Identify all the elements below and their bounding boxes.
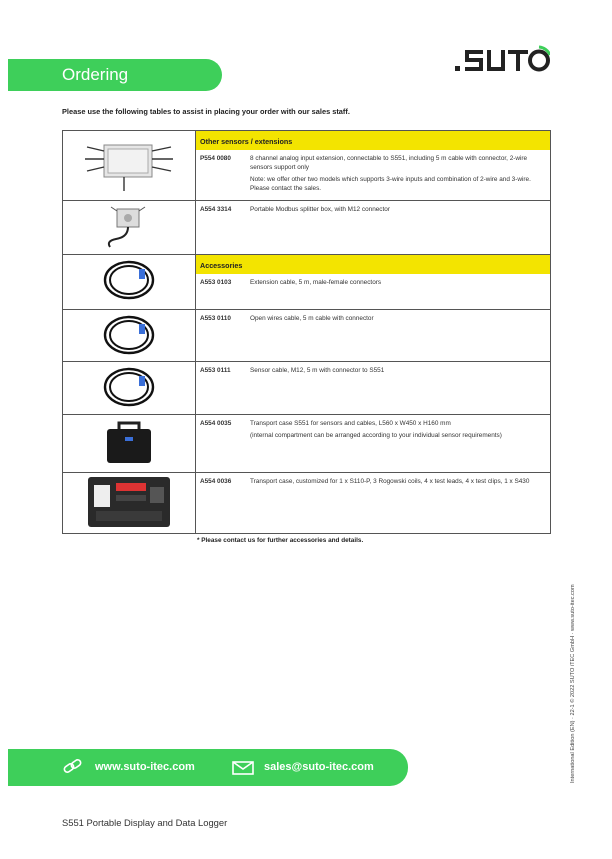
list-item <box>196 310 550 327</box>
product-image-cell <box>63 310 196 362</box>
product-image-cell <box>63 415 196 473</box>
cable-image <box>99 255 159 305</box>
item-description-text: Transport case S551 for sensors and cables, L560 x W450 x H160 mm <box>250 420 451 427</box>
edition-label: International Edition (EN) · 22-1 © 2022 SUTO iTEC GmbH · www.suto-itec.com <box>570 584 576 783</box>
product-info-cell <box>196 310 551 362</box>
intro-text: Please use the following tables to assist in placing your order with our sales staff. <box>62 107 350 116</box>
table-row <box>63 201 551 255</box>
product-info-cell <box>196 362 551 415</box>
item-description: Extension cable, 5 m, male-female connectors <box>250 279 382 286</box>
table-row <box>63 415 551 473</box>
item-note: (internal compartment can be arranged according to your individual sensor requirements) <box>250 432 502 439</box>
order-table <box>62 130 551 534</box>
product-info-cell <box>196 415 551 473</box>
transport-case-image <box>99 415 159 469</box>
item-description: Open wires cable, 5 m cable with connector <box>250 315 374 322</box>
table-row <box>63 310 551 362</box>
list-item <box>196 362 550 379</box>
list-item <box>196 274 550 291</box>
item-description <box>250 419 502 443</box>
product-image-cell <box>63 362 196 415</box>
item-code: A553 0103 <box>200 279 232 286</box>
email-link[interactable]: sales@suto-itec.com <box>264 761 374 773</box>
item-description: Portable Modbus splitter box, with M12 connector <box>250 206 390 213</box>
table-row <box>63 131 551 201</box>
modbus-splitter-image <box>99 201 159 251</box>
product-info-cell <box>196 201 551 255</box>
cable-image <box>99 310 159 360</box>
item-code: A554 0035 <box>200 420 232 427</box>
product-image-cell <box>63 473 196 534</box>
table-row <box>63 362 551 415</box>
product-image-cell <box>63 131 196 201</box>
item-code: P554 0080 <box>200 155 231 162</box>
table-row <box>63 473 551 534</box>
list-item <box>196 150 550 200</box>
website-link[interactable]: www.suto-itec.com <box>95 761 195 773</box>
side-edition-text <box>568 545 578 785</box>
list-item <box>196 473 550 490</box>
page-title: Ordering <box>62 65 129 84</box>
product-image-cell <box>63 201 196 255</box>
document-name: S551 Portable Display and Data Logger <box>62 817 228 828</box>
item-code: A553 0110 <box>200 315 231 322</box>
open-case-image <box>84 473 174 531</box>
item-description-text: 8 channel analog input extension, connectable to S551, including 5 m cable with connector, 2-wire sensors support only <box>250 155 528 171</box>
section-header-accessories: Accessories <box>196 255 550 274</box>
list-item <box>196 201 550 218</box>
item-code: A554 3314 <box>200 206 232 213</box>
list-item <box>196 415 550 447</box>
item-description: Sensor cable, M12, 5 m with connector to S551 <box>250 367 385 374</box>
product-image-cell <box>63 255 196 310</box>
item-code: A554 0036 <box>200 478 232 485</box>
header-bar <box>8 59 222 91</box>
footer-bar <box>8 749 408 786</box>
item-code: A553 0111 <box>200 367 231 374</box>
cable-image <box>99 362 159 412</box>
footnote: * Please contact us for further accessories and details. <box>197 537 364 544</box>
product-info-cell <box>196 473 551 534</box>
item-description: Transport case, customized for 1 x S110-P, 3 Rogowski coils, 4 x test leads, 4 x test clips, 1 x S430 <box>250 478 530 485</box>
suto-logo <box>455 44 550 72</box>
mail-icon <box>232 759 254 775</box>
product-info-cell <box>196 255 551 310</box>
table-row <box>63 255 551 310</box>
section-header-other-sensors: Other sensors / extensions <box>196 131 550 150</box>
product-info-cell <box>196 131 551 201</box>
link-icon <box>62 757 84 777</box>
item-description <box>250 154 546 196</box>
item-note: Note: we offer other two models which supports 3-wire inputs and combination of 2-wire and 3-wire. Please contact the sales. <box>250 176 531 192</box>
extension-box-image <box>79 131 179 195</box>
